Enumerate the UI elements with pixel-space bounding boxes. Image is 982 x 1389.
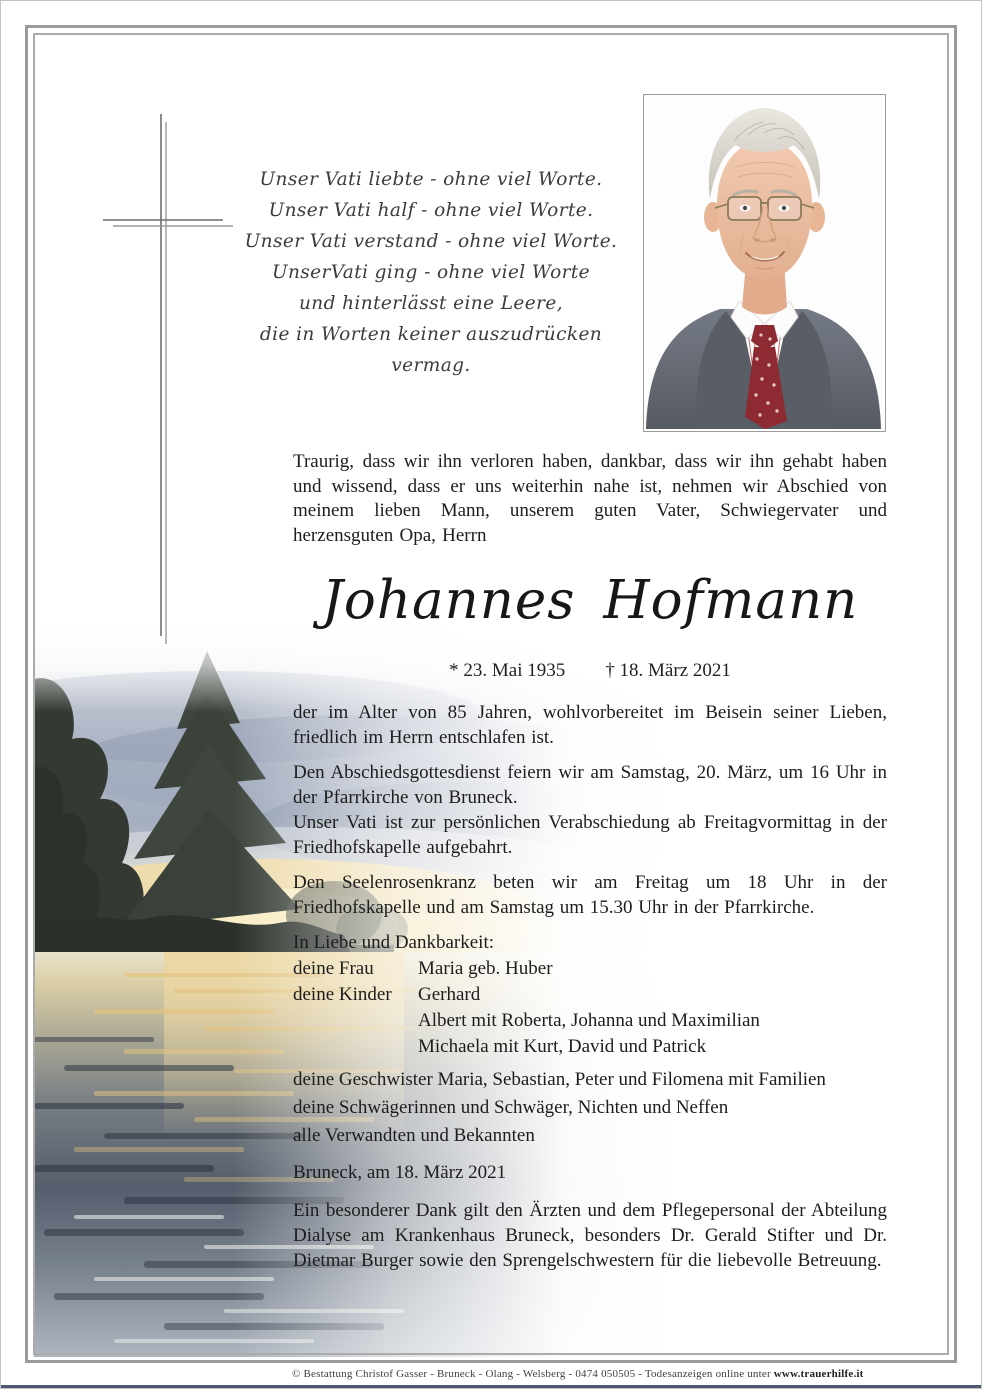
- family-label: [293, 1034, 418, 1060]
- website-link: www.trauerhilfe.it: [773, 1368, 864, 1380]
- deceased-first-name: Johannes: [321, 570, 576, 631]
- poem-line: und hinterlässt eine Leere,: [298, 293, 564, 314]
- family-label: deine Kinder: [293, 984, 392, 1005]
- portrait-photo: [643, 94, 886, 432]
- passing-paragraph: der im Alter von 85 Jahren, wohlvorbereitet im Beisein seiner Lieben, friedlich im Herrn entschlafen ist.: [293, 702, 887, 748]
- memorial-poem: [241, 164, 621, 381]
- family-member: Gerhard: [418, 984, 481, 1005]
- intro-paragraph: Traurig, dass wir ihn verloren haben, dankbar, dass wir ihn gehabt haben und wissend, dass er uns weiterhin nahe ist, nehmen wir Abschied von meinem lieben Mann, unserem guten Vater, Schwiegervater und herzensguten Opa, Herrn: [293, 451, 887, 546]
- family-extra-line: alle Verwandten und Bekannten: [293, 1125, 535, 1146]
- service-paragraph: Den Abschiedsgottesdienst feiern wir am Samstag, 20. März, um 16 Uhr in der Pfarrkirche von Bruneck.: [293, 762, 887, 808]
- page-bottom-edge: [1, 1385, 981, 1388]
- life-dates: [293, 660, 887, 682]
- deceased-last-name: Hofmann: [603, 570, 859, 631]
- deceased-name: [253, 565, 927, 637]
- family-label: deine Frau: [293, 958, 374, 979]
- poem-line: Unser Vati verstand - ohne viel Worte.: [244, 231, 618, 252]
- poem-line: die in Worten keiner auszudrücken vermag.: [259, 324, 603, 376]
- death-date: † 18. März 2021: [605, 660, 731, 681]
- family-member: Albert mit Roberta, Johanna und Maximilian: [418, 1010, 760, 1031]
- poem-line: UnserVati ging - ohne viel Worte: [271, 262, 591, 283]
- family-extra-list: [293, 1066, 887, 1150]
- family-label: [293, 1008, 418, 1034]
- poem-line: Unser Vati half - ohne viel Worte.: [268, 200, 594, 221]
- rosary-paragraph: Den Seelenrosenkranz beten wir am Freitag um 18 Uhr in der Friedhofskapelle und am Samstag um 15.30 Uhr in der Pfarrkirche.: [293, 872, 887, 918]
- cross-icon: [93, 109, 243, 654]
- laying-out-paragraph: Unser Vati ist zur persönlichen Verabschiedung ab Freitagvormittag in der Friedhofskapelle aufgebahrt.: [293, 812, 887, 858]
- birth-date: * 23. Mai 1935: [449, 660, 566, 681]
- poem-line: Unser Vati liebte - ohne viel Worte.: [259, 169, 603, 190]
- obituary-body: [293, 700, 887, 1283]
- family-member: Maria geb. Huber: [418, 958, 553, 979]
- family-extra-line: deine Schwägerinnen und Schwäger, Nichten und Neffen: [293, 1097, 729, 1118]
- family-member: Michaela mit Kurt, David und Patrick: [418, 1036, 707, 1057]
- family-acknowledgement-heading: In Liebe und Dankbarkeit:: [293, 932, 495, 953]
- place-date-line: Bruneck, am 18. März 2021: [293, 1162, 507, 1183]
- family-list: [293, 956, 887, 1060]
- footer-credit: [292, 1368, 864, 1380]
- funeral-home-credit: © Bestattung Christof Gasser - Bruneck - Olang - Welsberg - 0474 050505 - Todesanzeigen online unter: [292, 1368, 774, 1380]
- thanks-paragraph: Ein besonderer Dank gilt den Ärzten und dem Pflegepersonal der Abteilung Dialyse am Krankenhaus Bruneck, besonders Dr. Gerald Stifter und Dr. Dietmar Burger sowie den Sprengelschwestern für die liebevolle Betreuung.: [293, 1200, 887, 1271]
- family-extra-line: deine Geschwister Maria, Sebastian, Peter und Filomena mit Familien: [293, 1069, 826, 1090]
